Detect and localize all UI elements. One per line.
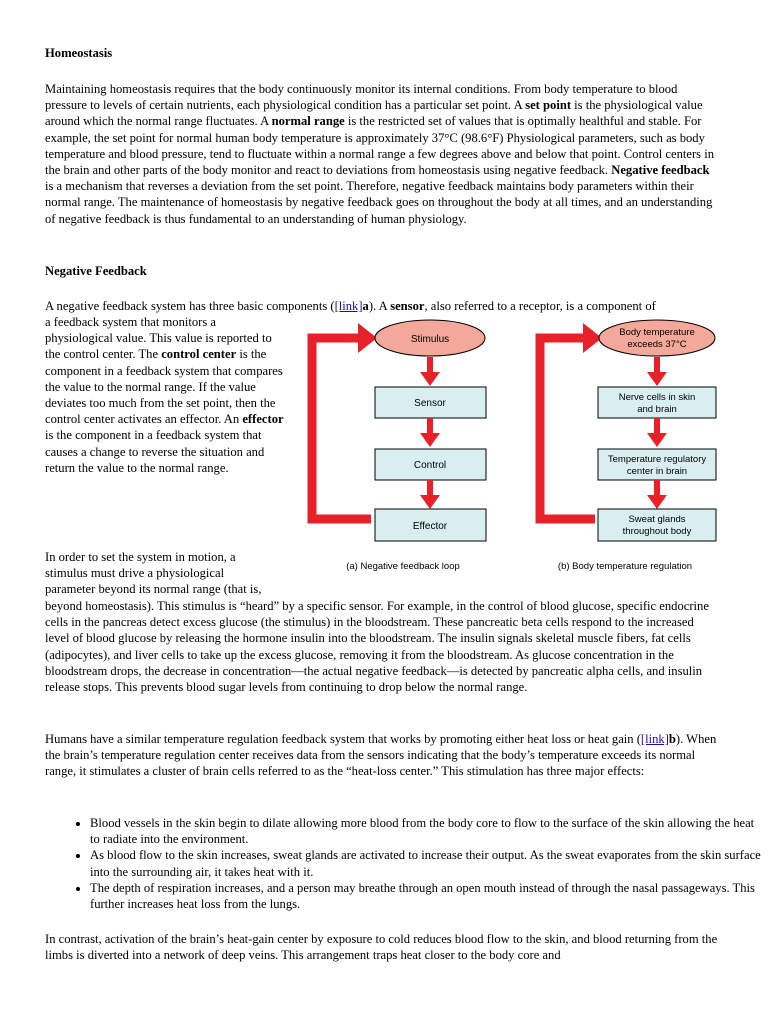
bold-term: Negative feedback [611,163,710,178]
bold-term: effector [242,412,284,427]
right-sensor-line1: Nerve cells in skin [618,392,696,403]
figure-link-b[interactable]: [link] [640,732,669,746]
left-caption: (a) Negative feedback loop [346,561,460,572]
negative-feedback-loop-diagram [312,320,486,572]
right-effector-line1: Sweat glands [628,514,686,525]
continued-paragraph: beyond homeostasis). This stimulus is “heard” by a specific sensor. For example, in the control of blood glucose, specific endocrine cells in the pancreas detect excess glucose (the stimulus) in the bloodstream. These pancreatic beta cells respond to the increased level of blood glucose by releasing the hormone insulin into the bloodstream. The insulin signals skeletal muscle fibers, fat cells (adipocytes), and liver cells to take up the excess glucose, removing it from the bloodstream. As glucose concentration in the bloodstream drops, the decrease in concentration—the actual negative feedback—is detected by pancreatic alpha cells, and insulin release stops. This prevents blood sugar levels from continuing to drop below the normal range. [45,599,709,695]
right-effector-line2: throughout body [622,526,692,537]
down-arrow [647,495,667,509]
left-column-paragraph-2: In order to set the system in motion, a stimulus must drive a physiological parameter beyond its normal range (that is, [45,550,262,597]
body-temperature-diagram [540,320,716,572]
bold-term: normal range [271,114,345,129]
left-effector-label: Effector [412,521,448,532]
effects-list [45,815,766,912]
feedback-diagram [303,312,723,574]
down-arrow [647,433,667,447]
left-loop-arrowhead [358,323,377,353]
left-control-label: Control [413,460,447,471]
left-loop-arrow [312,338,371,519]
negative-feedback-intro: A negative feedback system has three basic components ([link]a). A sensor, also referred to a receptor, is a component of [45,299,656,313]
right-sensor-line2: and brain [637,404,677,415]
feedback-figure [303,312,723,570]
temperature-paragraph: Humans have a similar temperature regulation feedback system that works by promoting either heat loss or heat gain ([link]b). When the brain’s temperature regulation center receives data from the sensors indicating that the body’s temperature exceeds its normal range, it stimulates a cluster of brain cells referred to as the “heat-loss center.” This stimulation has three major effects: [45,732,717,779]
right-control-line2: center in brain [626,466,688,477]
heading-negative-feedback: Negative Feedback [45,264,147,278]
final-paragraph: In contrast, activation of the brain’s heat-gain center by exposure to cold reduces blood flow to the skin, and blood returning from the limbs is diverted into a network of deep veins. This arrangement traps heat closer to the body core and [45,932,718,963]
right-control-line1: Temperature regulatory [607,454,707,465]
left-stimulus-label: Stimulus [410,334,450,345]
list-item: • The depth of respiration increases, and a person may breathe through an open mouth instead of through the nasal passageways. This further increases heat loss from the lungs. [90,880,766,912]
bold-term: control center [161,347,237,362]
right-stimulus-line2: exceeds 37°C [627,339,687,350]
list-item: • Blood vessels in the skin begin to dilate allowing more blood from the body core to flow to the surface of the skin allowing the heat to radiate into the environment. [90,815,766,847]
list-item: • As blood flow to the skin increases, sweat glands are activated to increase their output. As the sweat evaporates from the skin surface into the surrounding air, it takes heat with it. [90,847,766,879]
right-loop-arrow [540,338,595,519]
down-arrow [420,433,440,447]
down-arrow [420,372,440,386]
figure-link-a[interactable]: [link] [334,299,363,313]
homeostasis-paragraph: Maintaining homeostasis requires that the body continuously monitor its internal conditions. From body temperature to blood pressure to levels of certain nutrients, each physiological condition has a particular set point. A set point is the physiological value around which the normal range fluctuates. A normal range is the restricted set of values that is optimally healthful and stable. For example, the set point for normal human body temperature is approximately 37°C (98.6°F) Physiological parameters, such as body temperature and blood pressure, tend to fluctuate within a normal range a few degrees above and below that point. Control centers in the brain and other parts of the body monitor and react to deviations from homeostasis using negative feedback. Negative feedback is a mechanism that reverses a deviation from the set point. Therefore, negative feedback maintains body parameters within their normal range. The maintenance of homeostasis by negative feedback goes on throughout the body at all times, and an understanding of negative feedback is thus fundamental to an understanding of human physiology. [45,82,714,226]
left-sensor-label: Sensor [414,398,446,409]
down-arrow [420,495,440,509]
right-stimulus-line1: Body temperature [619,327,695,338]
right-caption: (b) Body temperature regulation [557,561,693,572]
down-arrow [647,372,667,386]
left-column-paragraph-1: a feedback system that monitors a physiological value. This value is reported to the control center. The control center is the component in a feedback system that compares the value to the normal range. If the value deviates too much from the set point, then the control center activates an effector. An effector is the component in a feedback system that causes a change to reverse the situation and return the value to the normal range. [45,315,284,475]
right-stimulus-oval [599,320,715,356]
bold-term: set point [525,98,572,113]
heading-homeostasis: Homeostasis [45,46,113,60]
